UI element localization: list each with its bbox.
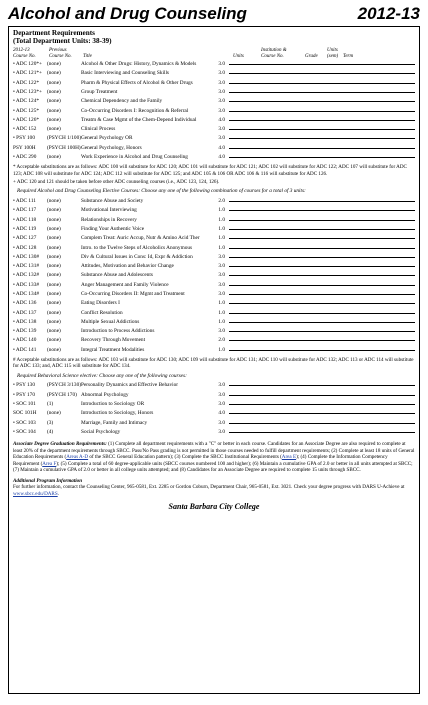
course-units: 3.0 — [218, 70, 225, 77]
program-info-label: Additional Program Information — [13, 477, 83, 484]
course-row — [13, 134, 415, 143]
course-units: 1.0 — [218, 225, 225, 232]
fill-in-line[interactable] — [229, 346, 415, 351]
course-number: • ADC 121*+ — [13, 70, 42, 77]
fill-in-line[interactable] — [229, 253, 415, 258]
course-title: Substance Abuse and Society — [81, 198, 144, 205]
fill-in-line[interactable] — [229, 309, 415, 314]
page-header — [8, 4, 420, 24]
col-institution: Institution & — [261, 47, 287, 53]
col-units: Units — [233, 53, 244, 59]
course-title: Basic Interviewing and Counseling Skills — [81, 70, 169, 77]
course-number: • ADC 124* — [13, 98, 39, 105]
course-units: 3.0 — [218, 107, 225, 114]
course-title: Abnormal Psychology — [81, 391, 129, 398]
previous-course-number: (none) — [47, 281, 61, 288]
fill-in-line[interactable] — [229, 327, 415, 332]
course-number: • ADC 128 — [13, 244, 37, 251]
fill-in-line[interactable] — [229, 336, 415, 341]
course-title: Relationships in Recovery — [81, 216, 137, 223]
course-units: 3.0 — [218, 61, 225, 68]
col-previous: Previous — [49, 47, 67, 53]
course-number: • ADC 136 — [13, 300, 37, 307]
fill-in-line[interactable] — [229, 299, 415, 304]
course-title: General Psychology, Honors — [81, 144, 142, 151]
course-number: • ADC 140 — [13, 337, 37, 344]
course-row — [13, 391, 415, 400]
previous-course-number: (PSYCH 1/100) — [47, 135, 81, 142]
previous-course-number: (none) — [47, 98, 61, 105]
course-units: 2.0 — [218, 337, 225, 344]
previous-course-number: (none) — [47, 107, 61, 114]
course-number: SOC 101H — [13, 410, 37, 417]
previous-course-number: (none) — [47, 290, 61, 297]
previous-course-number: (none) — [47, 79, 61, 86]
previous-course-number: (none) — [47, 198, 61, 205]
course-title: Integral Treatment Modalities — [81, 346, 145, 353]
previous-course-number: (none) — [47, 61, 61, 68]
fill-in-line[interactable] — [229, 216, 415, 221]
course-number: • ADC 132# — [13, 272, 39, 279]
course-title: Marriage, Family and Intimacy — [81, 419, 148, 426]
fill-in-line[interactable] — [229, 271, 415, 276]
course-units: 4.0 — [218, 410, 225, 417]
course-row — [13, 88, 415, 97]
previous-course-number: (none) — [47, 263, 61, 270]
course-units: 4.0 — [218, 144, 225, 151]
fill-in-line[interactable] — [229, 69, 415, 74]
course-units: 1.0 — [218, 309, 225, 316]
course-title: Substance Abuse and Adolescents — [81, 272, 153, 279]
areas-a-d-link[interactable]: Areas A-D — [66, 454, 89, 461]
course-units: 3.0 — [218, 428, 225, 435]
course-row — [13, 318, 415, 327]
graduation-label: Associate Degree Graduation Requirements: — [13, 441, 107, 448]
course-title: Intro. to the Twelve Steps of Alcoholics Anonymous — [81, 244, 193, 251]
course-number: PSY 100H — [13, 144, 36, 151]
course-title: Alcohol & Other Drugs: History, Dynamics & Models — [81, 61, 197, 68]
course-units: 3.0 — [218, 98, 225, 105]
course-title: Anger Management and Family Violence — [81, 281, 169, 288]
course-number: • ADC 118 — [13, 216, 37, 223]
course-number: • ADC 152 — [13, 126, 37, 133]
dars-link[interactable]: www.sbcc.edu/DARS — [13, 490, 58, 497]
course-units: 1.0 — [218, 207, 225, 214]
fill-in-line[interactable] — [229, 234, 415, 239]
col-grade: Grade — [305, 53, 318, 59]
program-info-end: . — [57, 490, 59, 497]
course-row — [13, 381, 415, 390]
fill-in-line[interactable] — [229, 391, 415, 396]
course-units: 4.0 — [218, 116, 225, 123]
fill-in-line[interactable] — [229, 116, 415, 121]
course-row — [13, 144, 415, 153]
course-units: 1.0 — [218, 346, 225, 353]
college-name: Santa Barbara City College — [168, 502, 260, 512]
previous-course-number: (none) — [47, 346, 61, 353]
course-units: 3.0 — [218, 135, 225, 142]
area-e-link[interactable]: Area E — [281, 454, 297, 461]
course-title: Attitudes, Motivation and Behavior Change — [81, 263, 174, 270]
fill-in-line[interactable] — [229, 262, 415, 267]
course-number: • ADC 139 — [13, 328, 37, 335]
course-title: Introduction to Process Addictions — [81, 328, 155, 335]
course-title: Clinical Process — [81, 126, 116, 133]
previous-course-number: (none) — [47, 88, 61, 95]
course-units: 1.0 — [218, 300, 225, 307]
course-title: Treatm & Case Mgmt of the Chem-Depend Individual — [81, 116, 197, 123]
course-number: • ADC 141 — [13, 346, 37, 353]
fill-in-line[interactable] — [229, 144, 415, 149]
col-term: Term — [343, 53, 354, 59]
previous-course-number: (none) — [47, 318, 61, 325]
fill-in-line[interactable] — [229, 97, 415, 102]
course-row — [13, 244, 415, 253]
fill-in-line[interactable] — [229, 244, 415, 249]
course-number: • ADC 137 — [13, 309, 37, 316]
graduation-text-1: (1) Complete all department requirements with a "C" or better in each course. Candidates for an Associate Degree are also required to complete at least 20% of the department requirements through SBCC. Pass/No Pass grading is not permitted in those courses needed to fulfill department requirements; (2) Complete at least 18 units of General Education Requirements ( — [13, 441, 415, 461]
previous-course-number: (4) — [47, 428, 54, 435]
substitution-note-3: # Acceptable substitutions are as follows: ADC 103 will substitute for ADC 130; ADC 109 will substitute for ADC 131; ADC 110 will substitute for ADC 132; ADC 113 or ADC 114 will substitute for ADC 133; and, ADC 115 will substitute for ADC 134. — [13, 357, 414, 370]
previous-course-number: (PSYCH 170) — [47, 391, 77, 398]
course-row — [13, 216, 415, 225]
course-units: 2.0 — [218, 198, 225, 205]
col-sem: (sem) — [327, 53, 339, 59]
fill-in-line[interactable] — [229, 134, 415, 139]
course-row — [13, 116, 415, 125]
fill-in-line[interactable] — [229, 107, 415, 112]
course-row — [13, 253, 415, 262]
fill-in-line[interactable] — [229, 153, 415, 158]
previous-course-number: (none) — [47, 337, 61, 344]
dept-heading-line1: Department Requirements — [13, 29, 95, 37]
course-title: Co-Occurring Disorders I: Recognition & Referral — [81, 107, 189, 114]
previous-course-number: (none) — [47, 126, 61, 133]
course-row — [13, 234, 415, 243]
previous-course-number: (none) — [47, 272, 61, 279]
course-units: 3.0 — [218, 253, 225, 260]
course-row — [13, 79, 415, 88]
course-row — [13, 97, 415, 106]
course-row — [13, 299, 415, 308]
course-title: Chemical Dependency and the Family — [81, 98, 163, 105]
course-number: • ADC 133# — [13, 281, 39, 288]
course-number: • ADC 119 — [13, 225, 37, 232]
col-units2: Units — [327, 47, 338, 53]
course-number: • SOC 104 — [13, 428, 36, 435]
previous-course-number: (none) — [47, 309, 61, 316]
course-row — [13, 271, 415, 280]
course-row — [13, 107, 415, 116]
course-title: Multiple Sexual Addictions — [81, 318, 140, 325]
course-number: • ADC 117 — [13, 207, 37, 214]
course-number: • ADC 138 — [13, 318, 37, 325]
course-number: • ADC 130# — [13, 253, 39, 260]
col-title: Title — [83, 53, 92, 59]
course-row — [13, 419, 415, 428]
course-row — [13, 400, 415, 409]
course-row — [13, 60, 415, 69]
course-title: Co-Occurring Disorders II: Mgmt and Treatment — [81, 290, 185, 297]
course-units: 3.0 — [218, 126, 225, 133]
course-title: Finding Your Authentic Voice — [81, 225, 145, 232]
area-f-link[interactable]: Area F — [42, 460, 57, 467]
course-units: 3.0 — [218, 391, 225, 398]
course-row — [13, 409, 415, 418]
course-number: • ADC 131# — [13, 263, 39, 270]
course-title: General Psychology OR — [81, 135, 133, 142]
substitution-note-2: + ADC 120 and 121 should be taken before other ADC counseling courses (i.e., ADC 123, 124, 126). — [13, 179, 220, 186]
course-units: 3.0 — [218, 79, 225, 86]
course-title: Introduction to Sociology OR — [81, 400, 145, 407]
electives-heading: Required Alcohol and Drug Counseling Elective Courses: Choose any one of the following combination of courses for a total of 3 units: — [17, 188, 306, 195]
previous-course-number: (PSYCH 100H) — [47, 144, 81, 151]
course-row — [13, 309, 415, 318]
course-row — [13, 197, 415, 206]
course-row — [13, 206, 415, 215]
col-prev-course-no: Course No. — [49, 53, 72, 59]
requirements-box — [8, 26, 420, 694]
course-number: • SOC 103 — [13, 419, 36, 426]
previous-course-number: (none) — [47, 235, 61, 242]
behavioral-heading: Required Behavioral Science elective: Choose any one of the following courses: — [17, 372, 187, 379]
course-row — [13, 69, 415, 78]
fill-in-line[interactable] — [229, 400, 415, 405]
col-year: 2012-13 — [13, 47, 30, 53]
fill-in-line[interactable] — [229, 419, 415, 424]
fill-in-line[interactable] — [229, 381, 415, 386]
fill-in-line[interactable] — [229, 60, 415, 65]
fill-in-line[interactable] — [229, 88, 415, 93]
course-number: • ADC 122* — [13, 79, 39, 86]
behavioral-course-list — [13, 381, 415, 437]
course-title: Pharm & Physical Effects of Alcohol & Other Drugs — [81, 79, 193, 86]
course-units: 1.0 — [218, 235, 225, 242]
course-title: Motivational Interviewing — [81, 207, 137, 214]
previous-course-number: (none) — [47, 216, 61, 223]
substitution-note-1: * Acceptable substitutions are as follows: ADC 100 will substitute for ADC 120; ADC 101 will substitute for ADC 121; ADC 102 will substitute for ADC 122; ADC 107 will substitute for ADC 123; ADC 108 will substitute for ADC 124; ADC 112 will substitute for ADC 125; and ADC 105 & 106 OR ADC 106 & 116 will substitute for ADC 126. — [13, 164, 407, 177]
course-title: Recovery Through Movement — [81, 337, 146, 344]
course-row — [13, 346, 415, 355]
col-course-no: Course No. — [13, 53, 36, 59]
fill-in-line[interactable] — [229, 79, 415, 84]
program-info-text: For further information, contact the Counseling Center, 965-0581, Ext. 2285 or Gordon Coburn, Department Chair, 965-0581, Ext. 3021. Check your degree progress with DARS U-Achieve at — [13, 484, 405, 491]
course-units: 3.0 — [218, 419, 225, 426]
course-title: Work Experience in Alcohol and Drug Counseling — [81, 154, 188, 161]
course-row — [13, 125, 415, 134]
fill-in-line[interactable] — [229, 197, 415, 202]
core-course-list — [13, 60, 415, 162]
fill-in-line[interactable] — [229, 290, 415, 295]
course-number: • ADC 134# — [13, 290, 39, 297]
graduation-text-3: ); (4) Complete the Information Competency Requirement ( — [13, 454, 388, 467]
course-row — [13, 290, 415, 299]
course-title: Introduction to Sociology, Honors — [81, 410, 154, 417]
previous-course-number: (none) — [47, 225, 61, 232]
previous-course-number: (PSYCH 3/130) — [47, 382, 81, 389]
course-title: Eating Disorders I — [81, 300, 120, 307]
elective-course-list — [13, 197, 415, 355]
course-units: 3.0 — [218, 400, 225, 407]
course-title: Div & Cultural Issues in Cons: Id, Expr & Addiction — [81, 253, 193, 260]
course-title: Personality Dynamics and Effective Behavior — [81, 382, 178, 389]
fill-in-line[interactable] — [229, 281, 415, 286]
column-headers — [13, 48, 415, 61]
previous-course-number: (1) — [47, 400, 54, 407]
previous-course-number: (none) — [47, 300, 61, 307]
course-units: 3.0 — [218, 382, 225, 389]
previous-course-number: (none) — [47, 328, 61, 335]
course-row — [13, 153, 415, 162]
course-title: Social Psychology — [81, 428, 121, 435]
course-number: • ADC 127 — [13, 235, 37, 242]
course-number: • ADC 123*+ — [13, 88, 42, 95]
graduation-text-2: of the SBCC General Education pattern); (3) Complete the SBCC Institutional Requirements ( — [88, 454, 282, 461]
previous-course-number: (none) — [47, 244, 61, 251]
col-inst-course-no: Course No. — [261, 53, 284, 59]
previous-course-number: (none) — [47, 253, 61, 260]
course-units: 1.0 — [218, 216, 225, 223]
previous-course-number: (none) — [47, 154, 61, 161]
course-row — [13, 262, 415, 271]
previous-course-number: (none) — [47, 70, 61, 77]
course-units: 3.0 — [218, 281, 225, 288]
course-units: 4.0 — [218, 154, 225, 161]
dept-heading — [13, 29, 415, 46]
fill-in-line[interactable] — [229, 125, 415, 130]
fill-in-line[interactable] — [229, 206, 415, 211]
course-row — [13, 225, 415, 234]
fill-in-line[interactable] — [229, 318, 415, 323]
course-units: 3.0 — [218, 88, 225, 95]
course-number: • ADC 111 — [13, 198, 36, 205]
course-title: Group Treatment — [81, 88, 118, 95]
course-units: 1.0 — [218, 244, 225, 251]
course-units: 3.0 — [218, 290, 225, 297]
program-info — [13, 478, 415, 498]
course-row — [13, 428, 415, 437]
fill-in-line[interactable] — [229, 428, 415, 433]
course-number: • ADC 126* — [13, 116, 39, 123]
course-number: • ADC 125* — [13, 107, 39, 114]
previous-course-number: (none) — [47, 207, 61, 214]
fill-in-line[interactable] — [229, 225, 415, 230]
dept-heading-line2: (Total Department Units: 38-39) — [13, 37, 112, 46]
course-number: • ADC 120*+ — [13, 61, 42, 68]
previous-course-number: (none) — [47, 410, 61, 417]
course-row — [13, 281, 415, 290]
course-row — [13, 327, 415, 336]
course-row — [13, 336, 415, 345]
catalog-year: 2012-13 — [357, 4, 420, 23]
fill-in-line[interactable] — [229, 409, 415, 414]
course-number: • ADC 290 — [13, 154, 37, 161]
course-units: 3.0 — [218, 272, 225, 279]
course-units: 3.0 — [218, 328, 225, 335]
graduation-requirements — [13, 441, 415, 474]
course-units: 3.0 — [218, 263, 225, 270]
course-units: 1.0 — [218, 318, 225, 325]
previous-course-number: (none) — [47, 116, 61, 123]
page-title: Alcohol and Drug Counseling — [8, 4, 247, 23]
course-number: • PSY 130 — [13, 382, 35, 389]
graduation-text-4: ); (5) Complete a total of 60 degree-applicable units (SBCC courses numbered 100 and higher); (6) Maintain a cumulative GPA of 2.0 or better in all units attempted at SBCC; (7) Maintain a cumulative GPA of 2.0 or better in all college units attempted; and (8) Candidates for an Associate Degree are required to complete 15 units through SBCC. — [13, 460, 413, 474]
course-title: Conflict Resolution — [81, 309, 123, 316]
course-number: • SOC 101 — [13, 400, 36, 407]
course-title: Complem Treat: Auric Accup, Nutr & Amino Acid Ther — [81, 235, 200, 242]
previous-course-number: (3) — [47, 419, 54, 426]
course-number: • PSY 170 — [13, 391, 35, 398]
course-number: • PSY 100 — [13, 135, 35, 142]
